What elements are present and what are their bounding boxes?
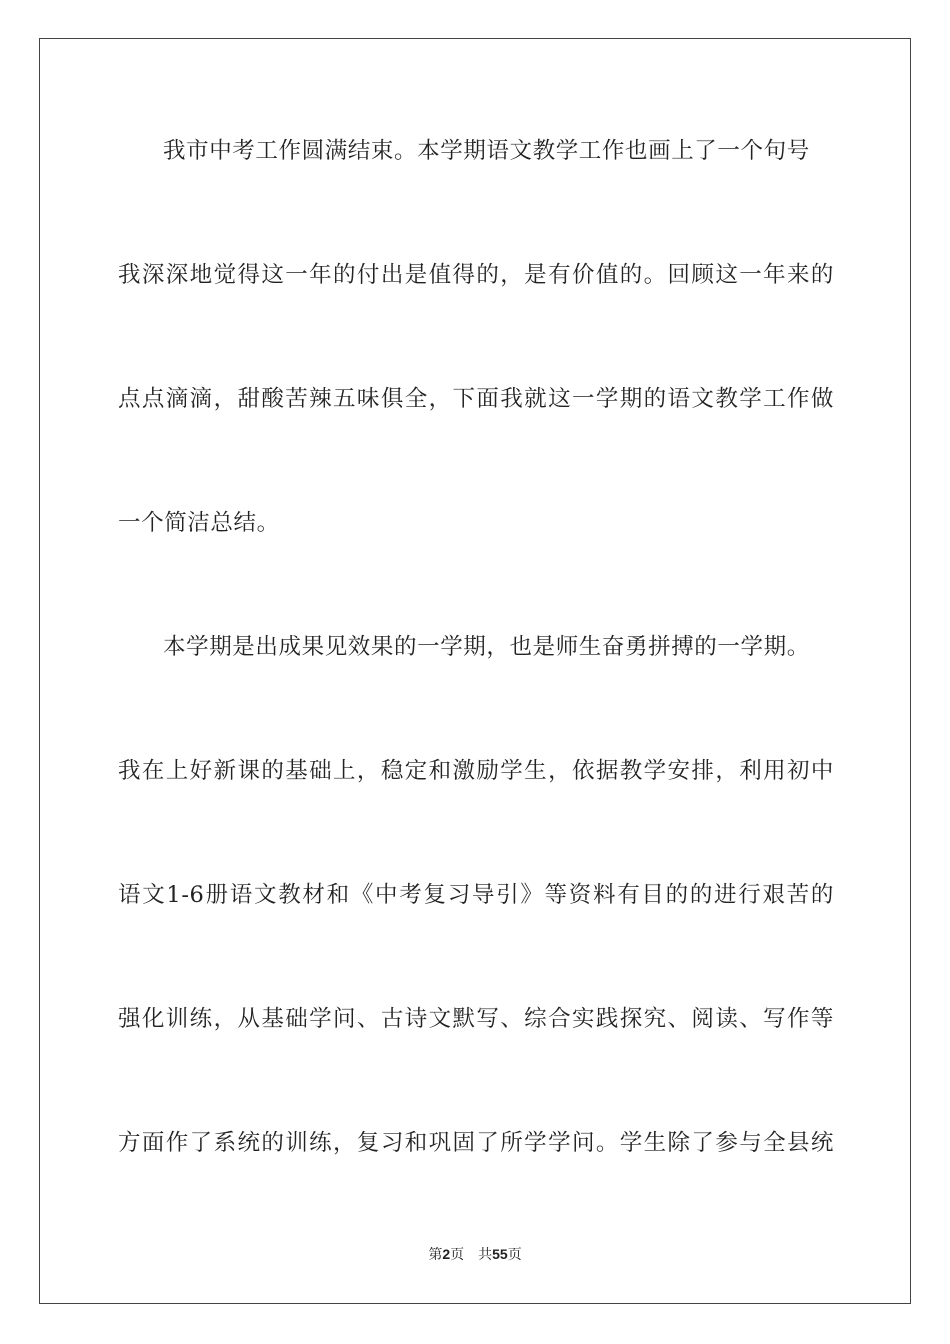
- page-border: [39, 38, 911, 1304]
- paragraph-2-line-1: 本学期是出成果见效果的一学期，也是师生奋勇拼搏的一学期。: [163, 634, 810, 660]
- page-footer: [0, 1245, 950, 1264]
- paragraph-2-line-4: 强化训练，从基础学问、古诗文默写、综合实践探究、阅读、写作等: [118, 1006, 834, 1032]
- paragraph-2-line-5: 方面作了系统的训练，复习和巩固了所学学问。学生除了参与全县统: [118, 1130, 834, 1156]
- page-prefix: 第: [428, 1247, 443, 1263]
- paragraph-2-line-3: 语文1-6册语文教材和《中考复习导引》等资料有目的的进行艰苦的: [118, 882, 834, 908]
- paragraph-1-line-4: 一个简洁总结。: [118, 510, 280, 536]
- page-suffix: 页: [450, 1247, 465, 1263]
- paragraph-2-line-2: 我在上好新课的基础上，稳定和激励学生，依据教学安排，利用初中: [118, 758, 834, 784]
- paragraph-1-line-3: 点点滴滴，甜酸苦辣五味俱全，下面我就这一学期的语文教学工作做: [118, 386, 834, 412]
- total-prefix: 共: [478, 1247, 493, 1263]
- total-pages: 55: [492, 1246, 508, 1262]
- total-suffix: 页: [507, 1247, 522, 1263]
- page-number: 2: [442, 1246, 451, 1262]
- paragraph-1-line-2: 我深深地觉得这一年的付出是值得的，是有价值的。回顾这一年来的: [118, 262, 834, 288]
- paragraph-1-line-1: 我市中考工作圆满结束。本学期语文教学工作也画上了一个句号: [163, 138, 810, 164]
